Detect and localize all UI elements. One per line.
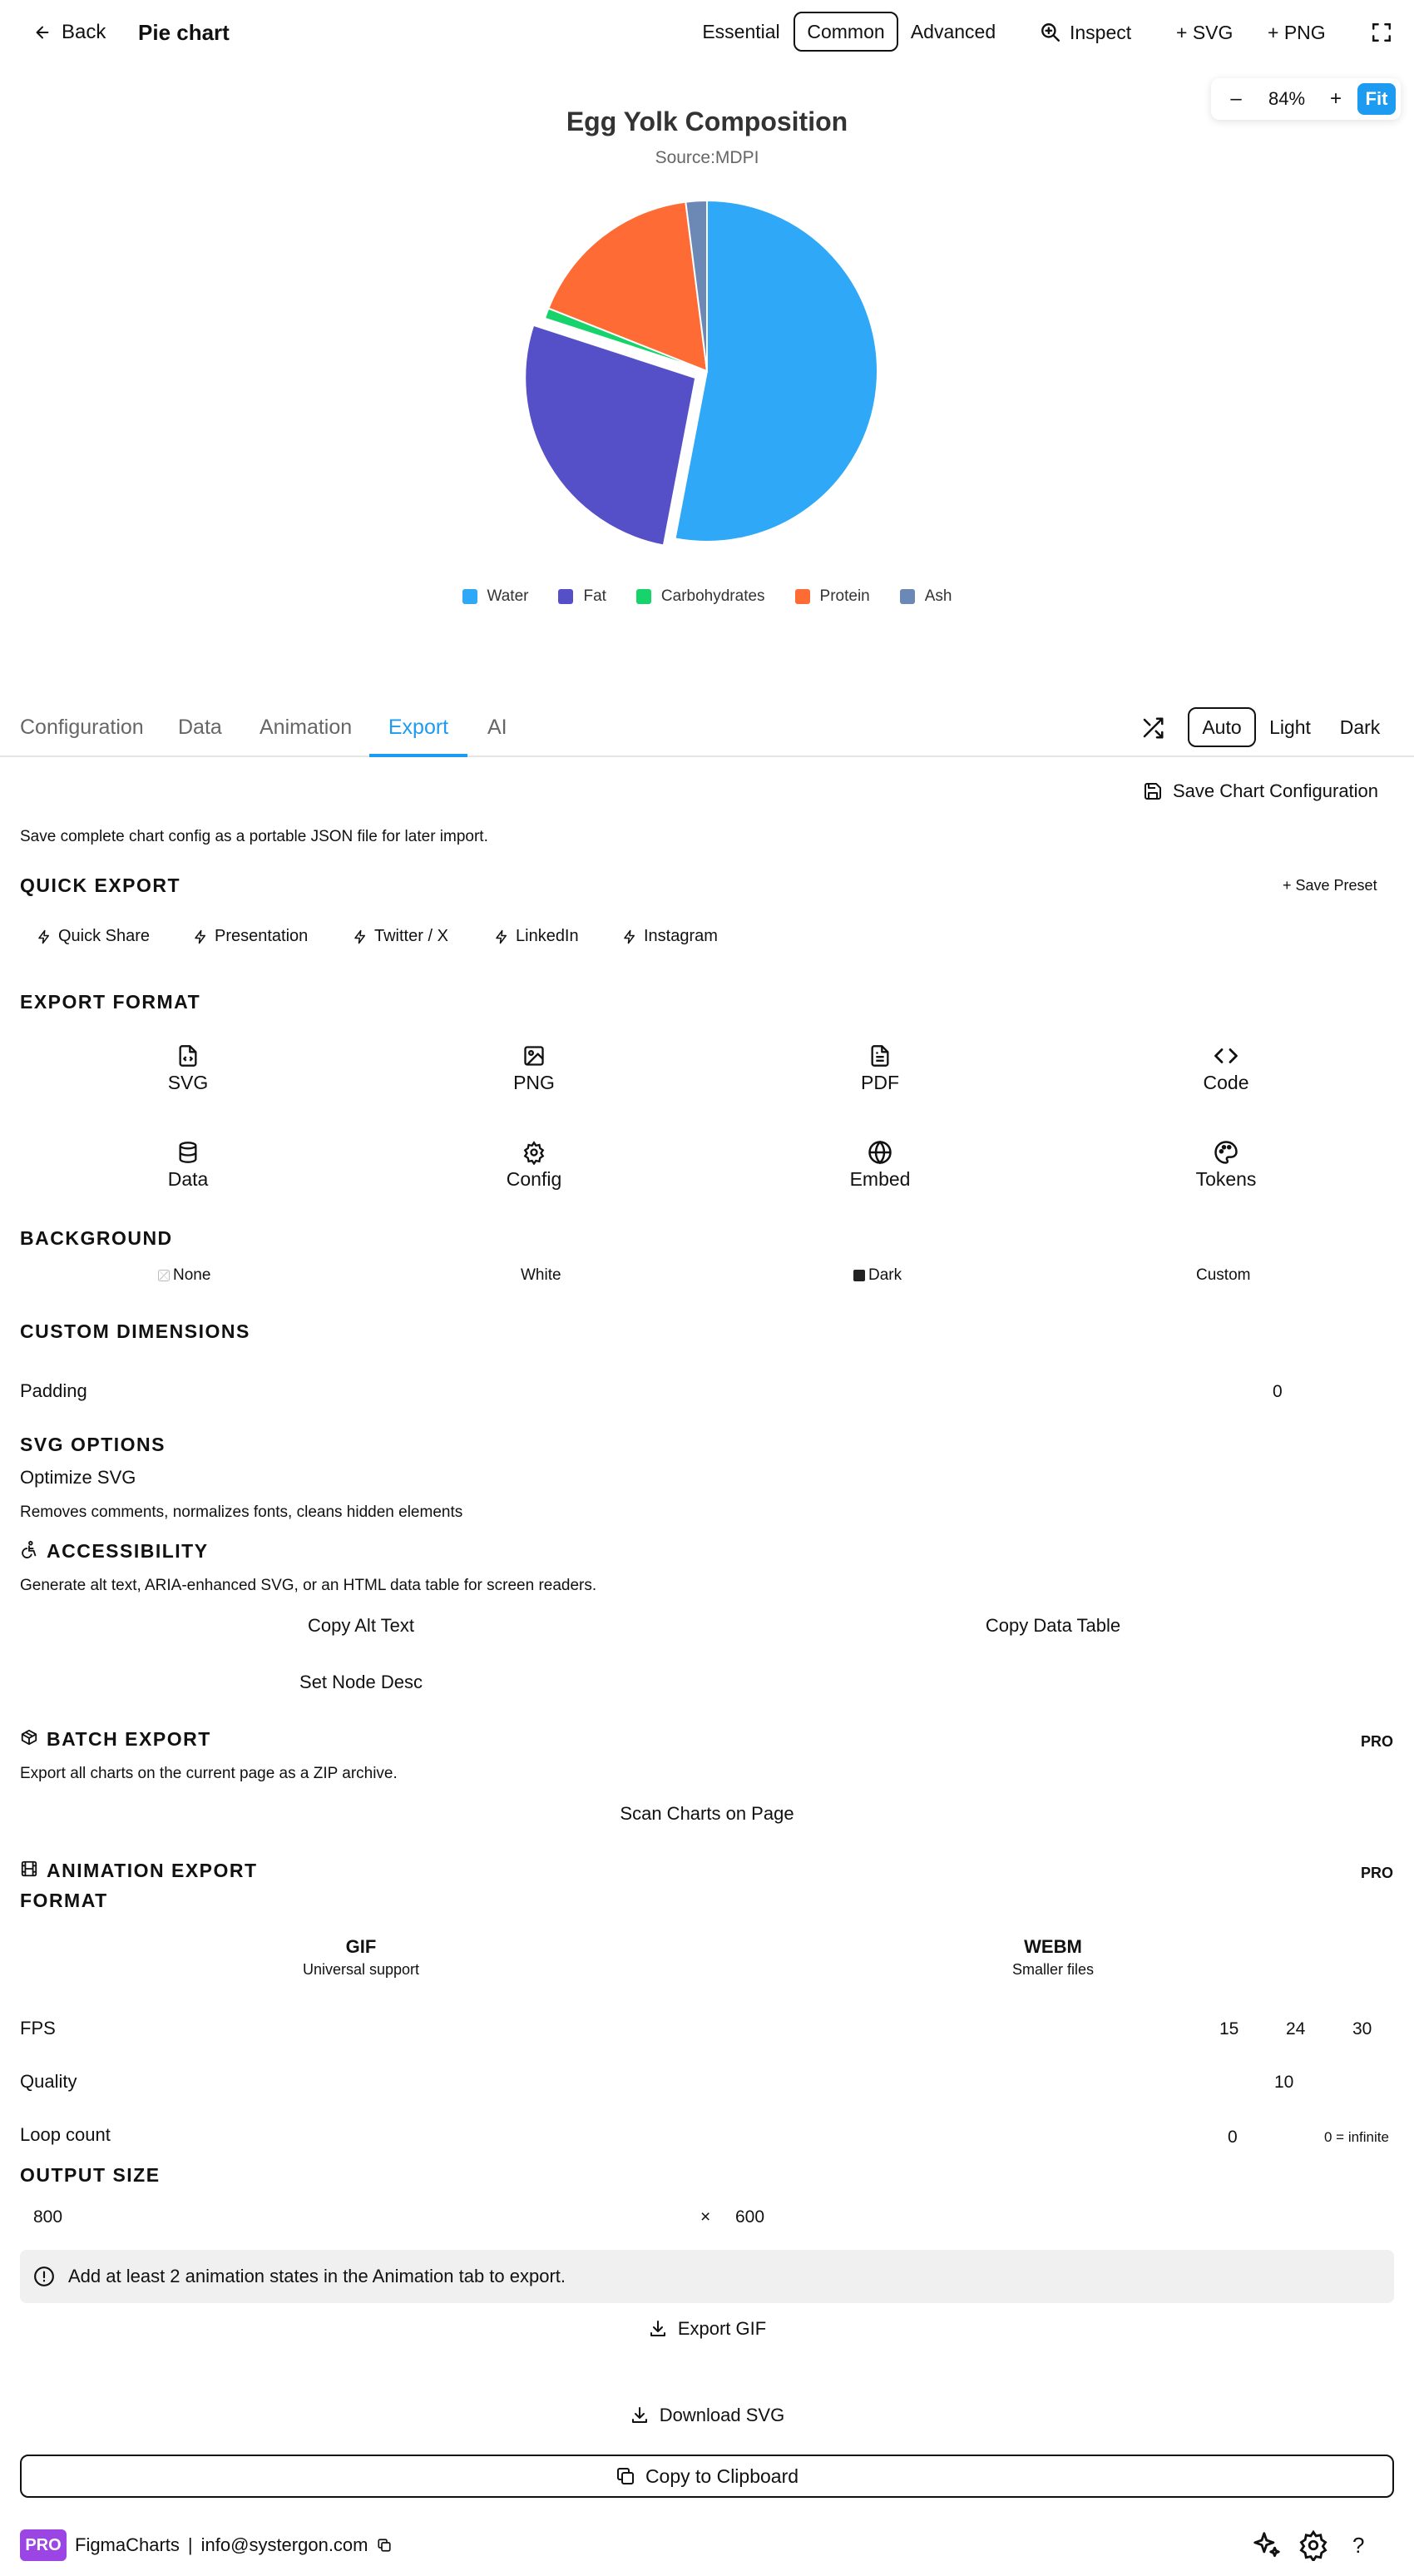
format-tokens-button[interactable] [1143, 1140, 1309, 1191]
webm-desc: Smaller files [1011, 1961, 1095, 1978]
format-png-label: PNG [513, 1072, 555, 1093]
times-sign: × [700, 2207, 711, 2227]
legend-swatch [636, 589, 651, 604]
chart-subtitle: Source:MDPI [655, 148, 759, 167]
legend-swatch [558, 589, 573, 604]
page-title: Pie chart [138, 20, 230, 45]
settings-icon[interactable] [1298, 2529, 1329, 2561]
legend-swatch [462, 589, 477, 604]
legend-label: Carbohydrates [660, 587, 765, 605]
legend-item-water[interactable] [462, 587, 529, 606]
quick-share-label: Quick Share [58, 927, 151, 945]
image-icon [451, 1043, 617, 1068]
copy-clipboard-button[interactable] [20, 2455, 1394, 2498]
output-height-input[interactable]: 600 [735, 2207, 765, 2227]
ai-sparkle-icon[interactable] [1251, 2529, 1283, 2561]
format-svg-label: SVG [167, 1072, 209, 1093]
dimensions-title: CUSTOM DIMENSIONS [20, 1320, 250, 1342]
tab-export[interactable]: Export [369, 716, 467, 757]
format-code-button[interactable] [1143, 1043, 1309, 1094]
legend-label: Protein [819, 587, 870, 605]
quick-export-title: QUICK EXPORT [20, 874, 181, 896]
copy-data-table-button[interactable]: Copy Data Table [985, 1615, 1121, 1636]
app-name: FigmaCharts [75, 2534, 180, 2555]
download-icon [630, 2405, 650, 2425]
fit-button[interactable]: Fit [1357, 83, 1396, 115]
format-png-button[interactable] [451, 1043, 617, 1094]
download-icon [648, 2319, 668, 2339]
loop-count-input[interactable]: 0 [1228, 2128, 1238, 2147]
linkedin-label: LinkedIn [516, 927, 579, 945]
optimize-svg-toggle[interactable]: Optimize SVG [20, 1467, 136, 1488]
quick-share-button[interactable] [37, 927, 150, 946]
presentation-label: Presentation [215, 927, 309, 945]
tab-data[interactable]: Data [178, 716, 222, 739]
legend-item-ash[interactable] [900, 587, 952, 606]
batch-export-desc: Export all charts on the current page as a ZIP archive. [20, 1765, 398, 1782]
pie-chart [499, 183, 915, 566]
shuffle-icon[interactable] [1140, 716, 1166, 741]
format-config-label: Config [506, 1168, 562, 1190]
linkedin-button[interactable] [494, 927, 579, 946]
zoom-in-icon [1040, 22, 1061, 43]
webm-title: WEBM [1024, 1936, 1082, 1957]
download-svg-label: Download SVG [659, 2405, 785, 2425]
format-config-button[interactable] [451, 1140, 617, 1191]
bg-dark-option[interactable] [853, 1266, 902, 1285]
file-code-icon [105, 1043, 271, 1068]
bolt-icon [494, 929, 509, 945]
format-gif-option[interactable] [20, 1936, 702, 1979]
output-width-input[interactable]: 800 [33, 2207, 63, 2227]
tab-ai[interactable]: AI [487, 716, 507, 739]
theme-light[interactable]: Light [1269, 716, 1311, 738]
gif-title: GIF [345, 1936, 377, 1957]
legend-label: Water [487, 587, 529, 605]
transparent-swatch-icon [158, 1270, 170, 1281]
legend-item-fat[interactable] [558, 587, 606, 606]
top-bar [0, 0, 1414, 65]
arrow-left-icon [33, 23, 52, 42]
back-button[interactable] [33, 18, 106, 47]
theme-dark[interactable]: Dark [1339, 716, 1381, 738]
info-icon [33, 2266, 55, 2287]
bg-white-option[interactable]: White [521, 1266, 561, 1284]
format-code-label: Code [1203, 1072, 1249, 1093]
help-button[interactable]: ? [1352, 2533, 1365, 2558]
twitter-button[interactable] [353, 927, 448, 946]
chart-title: Egg Yolk Composition [566, 107, 848, 136]
bolt-icon [193, 929, 208, 945]
quality-label: Quality [20, 2071, 77, 2092]
zoom-in-button[interactable]: + [1329, 87, 1342, 110]
dark-swatch-icon [853, 1270, 865, 1281]
animation-notice [20, 2250, 1394, 2303]
loop-hint: 0 = infinite [1324, 2129, 1389, 2145]
pro-badge[interactable]: PRO [20, 2529, 67, 2561]
tab-configuration[interactable]: Configuration [20, 716, 144, 739]
zoom-level: 84% [1268, 88, 1306, 109]
instagram-button[interactable] [622, 927, 718, 946]
bg-none-option[interactable] [158, 1266, 210, 1285]
padding-input[interactable]: 0 [1273, 1382, 1283, 1401]
code-icon [1143, 1043, 1309, 1068]
inspect-label: Inspect [1070, 21, 1132, 43]
add-svg-button[interactable]: + SVG [1176, 21, 1234, 43]
scan-charts-button[interactable]: Scan Charts on Page [620, 1803, 794, 1824]
background-title: BACKGROUND [20, 1227, 173, 1249]
file-text-icon [797, 1043, 963, 1068]
loop-count-label: Loop count [20, 2124, 111, 2145]
fps-label: FPS [20, 2018, 56, 2039]
legend-swatch [900, 589, 915, 604]
bolt-icon [622, 929, 637, 945]
format-pdf-button[interactable] [797, 1043, 963, 1094]
fps-option-15[interactable]: 15 [1219, 2019, 1239, 2039]
back-label: Back [62, 21, 106, 43]
format-svg-button[interactable] [105, 1043, 271, 1094]
format-pdf-label: PDF [861, 1072, 899, 1093]
save-icon [1143, 781, 1163, 801]
globe-icon [797, 1140, 963, 1165]
copy-icon [616, 2466, 635, 2486]
bolt-icon [353, 929, 368, 945]
accessibility-desc: Generate alt text, ARIA-enhanced SVG, or an HTML data table for screen readers. [20, 1577, 597, 1594]
bg-dark-label: Dark [868, 1266, 902, 1284]
add-png-button[interactable]: + PNG [1268, 21, 1326, 43]
film-icon [20, 1860, 38, 1878]
legend-item-carbohydrates[interactable] [636, 587, 765, 606]
optimize-svg-desc: Removes comments, normalizes fonts, cleans hidden elements [20, 1503, 463, 1521]
palette-icon [1143, 1140, 1309, 1165]
animation-format-title: FORMAT [20, 1890, 108, 1911]
save-config-label: Save Chart Configuration [1173, 780, 1379, 801]
notice-text: Add at least 2 animation states in the Animation tab to export. [68, 2266, 566, 2286]
accessibility-icon [20, 1540, 38, 1558]
twitter-label: Twitter / X [374, 927, 448, 945]
mode-essential[interactable]: Essential [702, 21, 780, 42]
legend-item-protein[interactable] [795, 587, 870, 606]
chart-legend [0, 587, 1414, 606]
footer-email[interactable]: info@systergon.com [200, 2534, 368, 2555]
copy-alt-text-button[interactable]: Copy Alt Text [308, 1615, 414, 1636]
zoom-out-button[interactable]: – [1230, 87, 1242, 110]
export-gif-button[interactable] [0, 2318, 1414, 2340]
batch-pro-badge: PRO [1361, 1733, 1394, 1750]
tab-animation[interactable]: Animation [260, 716, 353, 739]
legend-swatch [795, 589, 810, 604]
gif-desc: Universal support [302, 1961, 420, 1978]
theme-auto[interactable]: Auto [1188, 707, 1256, 747]
svg-options-title: SVG OPTIONS [20, 1434, 166, 1455]
quality-input[interactable]: 10 [1274, 2073, 1294, 2092]
format-data-button[interactable] [105, 1140, 271, 1191]
fps-option-30[interactable]: 30 [1352, 2019, 1372, 2039]
copy-email-icon[interactable] [377, 2538, 392, 2553]
save-config-desc: Save complete chart config as a portable JSON file for later import. [20, 828, 488, 845]
save-preset-button[interactable]: + Save Preset [1283, 877, 1377, 894]
legend-label: Fat [583, 587, 606, 605]
batch-export-title: BATCH EXPORT [47, 1728, 211, 1750]
animation-export-title: ANIMATION EXPORT [47, 1860, 258, 1881]
padding-label: Padding [20, 1380, 87, 1401]
bg-none-label: None [173, 1266, 211, 1284]
footer-separator: | [187, 2534, 193, 2555]
inspect-button[interactable] [1040, 17, 1131, 48]
download-svg-button[interactable] [0, 2405, 1414, 2426]
format-data-label: Data [167, 1168, 209, 1190]
bg-custom-option[interactable]: Custom [1196, 1266, 1251, 1284]
output-size-title: OUTPUT SIZE [20, 2164, 161, 2186]
footer-info [75, 2534, 392, 2556]
presentation-button[interactable] [193, 927, 308, 946]
fullscreen-icon[interactable] [1371, 17, 1392, 48]
animation-pro-badge: PRO [1361, 1865, 1394, 1881]
instagram-label: Instagram [644, 927, 718, 945]
package-icon [20, 1728, 38, 1746]
format-embed-button[interactable] [797, 1140, 963, 1191]
database-icon [105, 1140, 271, 1165]
format-webm-option[interactable] [712, 1936, 1394, 1979]
export-format-title: EXPORT FORMAT [20, 991, 201, 1013]
format-tokens-label: Tokens [1195, 1168, 1257, 1190]
format-embed-label: Embed [849, 1168, 911, 1190]
mode-advanced[interactable]: Advanced [910, 21, 996, 42]
accessibility-title: ACCESSIBILITY [47, 1540, 209, 1562]
bolt-icon [37, 929, 52, 945]
set-node-desc-button[interactable]: Set Node Desc [299, 1672, 423, 1692]
gear-icon [451, 1140, 617, 1165]
copy-clipboard-label: Copy to Clipboard [645, 2465, 799, 2487]
export-gif-label: Export GIF [677, 2318, 767, 2339]
mode-common[interactable]: Common [794, 12, 898, 52]
fps-option-24[interactable]: 24 [1286, 2019, 1306, 2039]
legend-label: Ash [924, 587, 952, 605]
save-config-button[interactable] [1143, 780, 1378, 802]
